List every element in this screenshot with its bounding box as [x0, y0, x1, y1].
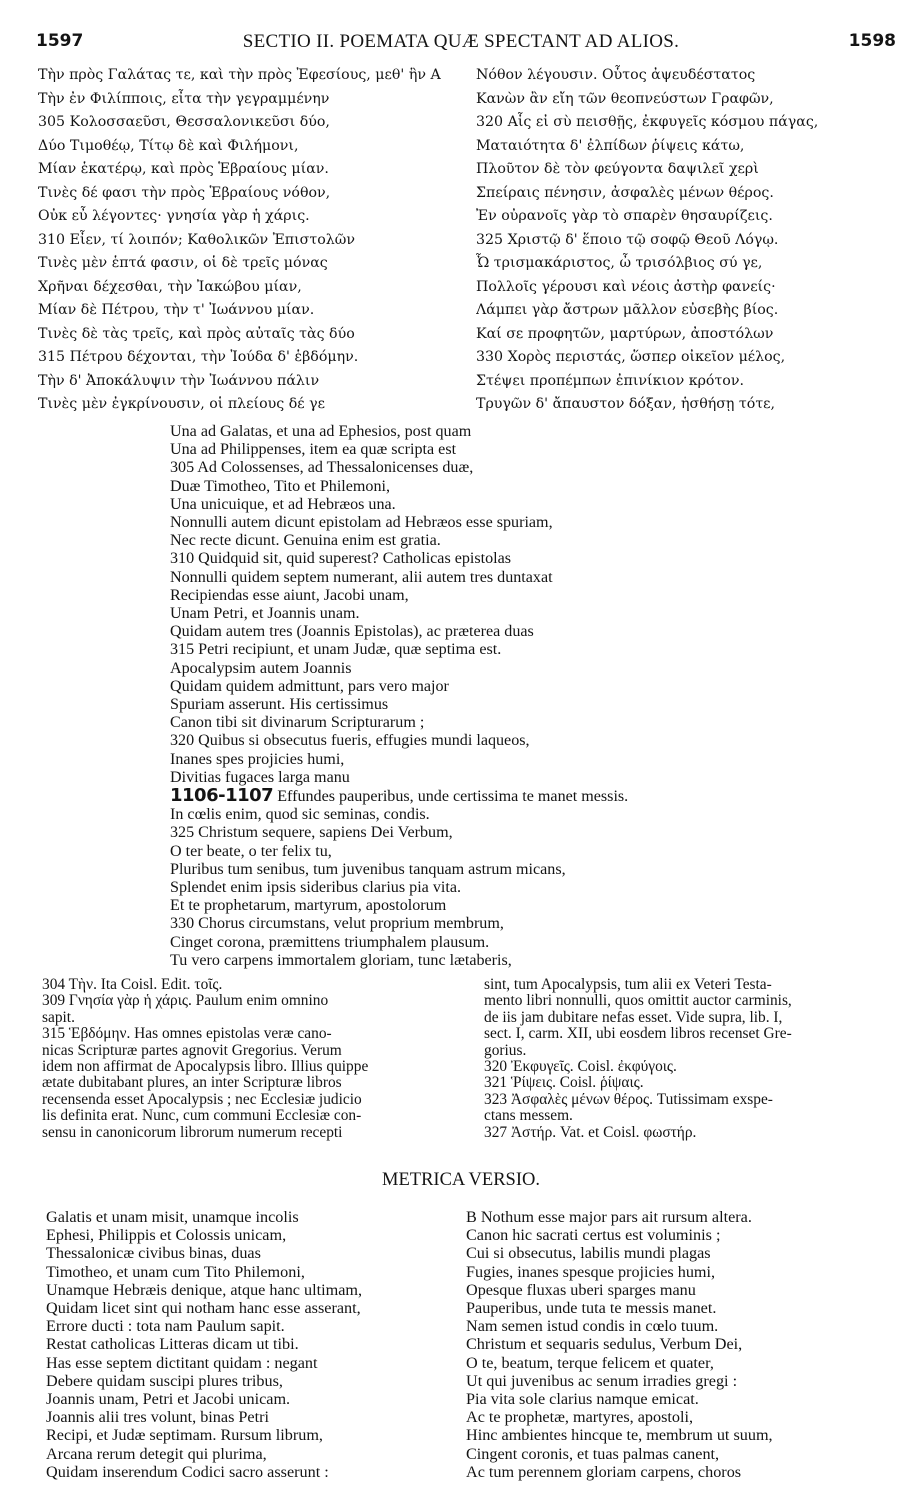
greek-verse-line-text: Πλοῦτον δὲ τὸν φεύγοντα δαψιλεῖ χερὶ [476, 161, 759, 177]
greek-verse-line [476, 252, 904, 276]
footnote-line [42, 1059, 462, 1075]
footnote-line-text: 304 Τὴν. Ita Coisl. Edit. τοῖς. [42, 977, 223, 993]
latin-verse-line [170, 459, 790, 477]
metrical-verse-line-text: Thessalonicæ civibus binas, duas [46, 1244, 261, 1263]
footnote-line-text: gorius. [484, 1042, 527, 1059]
metrical-verse-line [466, 1226, 906, 1244]
latin-verse-line-text: Cinget corona, præmittens triumphalem plausum. [170, 933, 490, 951]
footnote-line-text: idem non affirmat de Apocalypsis libro. Illius quippe [42, 1059, 369, 1076]
greek-verse-line-text: 305 Κολοσσαεῦσι, Θεσσαλονικεῦσι δύο, [38, 114, 330, 130]
latin-verse-line [170, 641, 790, 659]
greek-verse-line [38, 370, 478, 394]
latin-verse-line [170, 441, 790, 459]
latin-verse-line [170, 751, 790, 769]
footnote-line [484, 1075, 904, 1091]
greek-verse-line [38, 135, 478, 159]
latin-verse-line [170, 605, 790, 623]
footnote-line-text: 315 Ἑβδόμην. Has omnes epistolas veræ cano- [42, 1026, 332, 1043]
footnote-line [484, 1043, 904, 1059]
metrical-verse-line-text: Pauperibus, unde tuta te messis manet. [466, 1299, 717, 1318]
greek-verse-line-text: Τινὲς δέ φασι τὴν πρὸς Ἑβραίους νόθον, [38, 184, 331, 201]
latin-verse-line [170, 915, 790, 933]
greek-verse-line [476, 111, 904, 135]
footnote-line [484, 977, 904, 993]
metrical-verse-line-text: Recipi, et Judæ septimam. Rursum librum, [46, 1426, 323, 1445]
footnote-line-text: 323 Ἀσφαλὲς μένων θέρος. Tutissimam exspe- [484, 1091, 773, 1108]
latin-verse-line [170, 696, 790, 714]
latin-verse-line [170, 769, 790, 787]
greek-verse-line [38, 252, 478, 276]
greek-verse-line-text: Τρυγῶν δ' ἄπαυστον δόξαν, ἡσθήσῃ τότε, [476, 396, 776, 412]
footnote-line-text: sapit. [42, 1009, 75, 1026]
greek-verse-line [38, 393, 478, 417]
latin-verse-line [170, 660, 790, 678]
greek-verse-line-text: Τὴν δ' Ἀποκάλυψιν τὴν Ἰωάννου πάλιν [38, 372, 320, 389]
greek-verse-line-text: Καί σε προφητῶν, μαρτύρων, ἀποστόλων [476, 325, 774, 342]
footnote-line [42, 1125, 462, 1141]
footnote-line-text: sensu in canonicorum librorum numerum recepti [42, 1124, 343, 1141]
metrical-verse-line-text: Joannis unam, Petri et Jacobi unicam. [46, 1390, 291, 1409]
metrical-verse-line [46, 1317, 456, 1335]
latin-verse-line [170, 587, 790, 605]
metrical-verse-line [466, 1317, 906, 1335]
metrical-verse-line-text: Errore ducti : tota nam Paulum sapit. [46, 1317, 285, 1336]
greek-verse-line-text: Κανὼν ἂν εἴη τῶν θεοπνεύστων Γραφῶν, [476, 90, 774, 107]
footnote-line-text: ætate dubitabant plures, an inter Scripturæ libros [42, 1075, 342, 1092]
footnotes-left-column [42, 977, 462, 1141]
footnote-line [484, 1010, 904, 1026]
metrical-verse-line-text: Hinc ambientes hincque te, membrum ut suum, [466, 1426, 773, 1445]
greek-text-right-column [476, 64, 904, 417]
footnote-line [484, 1026, 904, 1042]
greek-verse-line [38, 88, 478, 112]
metrical-verse-line-text: Christum et sequaris sedulus, Verbum Dei, [466, 1335, 743, 1354]
footnote-line [42, 1075, 462, 1091]
footnote-line-text: recensenda esset Apocalypsis ; nec Ecclesiæ judicio [42, 1091, 362, 1108]
latin-verse-line-text: 305 Ad Colossenses, ad Thessalonicenses duæ, [170, 459, 474, 477]
greek-verse-line [476, 276, 904, 300]
metrical-verse-line-text: Joannis alii tres volunt, binas Petri [46, 1408, 270, 1427]
greek-verse-line-text: Νόθον λέγουσιν. Οὗτος ἀψευδέστατος [476, 67, 756, 83]
greek-verse-line [38, 323, 478, 347]
greek-verse-line [476, 205, 904, 229]
greek-verse-line-text: Οὐκ εὖ λέγοντες· γνησία γὰρ ἡ χάρις. [38, 208, 310, 224]
metrical-verse-line [46, 1445, 456, 1463]
metrical-verse-line [46, 1335, 456, 1353]
greek-verse-line-text: Τινὲς μὲν ἑπτά φασιν, οἱ δὲ τρεῖς μόνας [38, 255, 328, 271]
footnote-line [42, 993, 462, 1009]
footnote-line-text: 321 Ῥίψεις. Coisl. ῥίψαις. [484, 1075, 644, 1092]
greek-verse-line-text: 315 Πέτρου δέχονται, τὴν Ἰούδα δ' ἑβδόμην. [38, 349, 359, 365]
metrical-verse-line [466, 1426, 906, 1444]
footnote-line-text: nicas Scripturæ partes agnovit Gregorius. Verum [42, 1042, 342, 1059]
latin-verse-line [170, 532, 790, 550]
latin-verse-line-text: Quidam quidem admittunt, pars vero major [170, 677, 449, 695]
footnote-line [484, 1092, 904, 1108]
metrical-verse-line [46, 1299, 456, 1317]
greek-verse-line-text: Ματαιότητα δ' ἐλπίδων ῥίψεις κάτω, [476, 137, 745, 154]
metrical-verse-line [46, 1281, 456, 1299]
greek-verse-line [476, 299, 904, 323]
latin-verse-line-text: Nec recte dicunt. Genuina enim est gratia. [170, 532, 441, 550]
latin-verse-line [170, 678, 790, 696]
latin-verse-line-text: Una unicuique, et ad Hebræos una. [170, 495, 396, 513]
latin-verse-line [170, 496, 790, 514]
footnote-line [484, 1059, 904, 1075]
metrical-verse-line-text: Cingent coronis, et tuas palmas canent, [466, 1444, 720, 1463]
metrical-verse-line-text: Nam semen istud condis in cœlo tuum. [466, 1317, 719, 1336]
metrical-verse-line-text: Pia vita sole clarius namque emicat. [466, 1390, 699, 1409]
metrical-verse-line [466, 1244, 906, 1262]
greek-verse-line [476, 64, 904, 88]
footnote-line-text: sect. I, carm. XII, ubi eosdem libros recenset Gre- [484, 1026, 792, 1043]
latin-verse-line-text: Inanes spes projicies humi, [170, 750, 345, 768]
latin-verse-line-text: In cœlis enim, quod sic seminas, condis. [170, 806, 430, 824]
metrical-verse-line [46, 1426, 456, 1444]
latin-verse-line [170, 952, 790, 970]
page-number-left: 1597 [36, 31, 84, 51]
greek-verse-line [38, 111, 478, 135]
latin-verse-line [170, 714, 790, 732]
greek-verse-line-text: 310 Εἶεν, τί λοιπόν; Καθολικῶν Ἐπιστολῶν [38, 231, 355, 248]
greek-verse-line [38, 64, 478, 88]
greek-verse-line-text: Τινὲς μὲν ἐγκρίνουσιν, οἱ πλείους δέ γε [38, 396, 325, 412]
latin-verse-line [170, 934, 790, 952]
footnote-line [42, 1092, 462, 1108]
running-header [0, 31, 922, 57]
latin-verse-line [170, 843, 790, 861]
greek-verse-line [476, 182, 904, 206]
latin-verse-line-text: Spuriam asserunt. His certissimus [170, 696, 389, 714]
footnote-line [484, 1125, 904, 1141]
running-title: SECTIO II. POEMATA QUÆ SPECTANT AD ALIOS. [242, 31, 680, 52]
latin-verse-line [170, 569, 790, 587]
latin-verse-line-text: 325 Christum sequere, sapiens Dei Verbum, [170, 824, 453, 842]
latin-verse-line [170, 879, 790, 897]
metrical-verse-line-text: Ut qui juvenibus ac senum irradies gregi : [466, 1371, 738, 1390]
greek-verse-line-text: Στέψει προπέμπων ἐπινίκιον κρότον. [476, 372, 744, 389]
latin-verse-line-text: O ter beate, o ter felix tu, [170, 842, 332, 860]
greek-verse-line [38, 205, 478, 229]
greek-verse-line-text: Ὦ τρισμακάριστος, ὦ τρισόλβιος σύ γε, [476, 255, 763, 271]
metrical-verse-line-text: Timotheo, et unam cum Tito Philemoni, [46, 1262, 305, 1281]
greek-verse-line-text: 325 Χριστῷ δ' ἕποιο τῷ σοφῷ Θεοῦ Λόγῳ. [476, 231, 779, 248]
metrical-verse-line [46, 1408, 456, 1426]
footnote-line-text: mento libri nonnulli, quos omittit auctor carminis, [484, 993, 792, 1010]
greek-verse-line-text: Χρῆναι δέχεσθαι, τὴν Ἰακώβου μίαν, [38, 278, 302, 295]
footnote-line-text: 309 Γνησία γὰρ ἡ χάρις. Paulum enim omnino [42, 993, 329, 1010]
metrical-verse-line [466, 1390, 906, 1408]
latin-verse-line-text: Una ad Philippenses, item ea quæ scripta est [170, 441, 457, 459]
metrical-verse-line [466, 1299, 906, 1317]
footnote-line [42, 1043, 462, 1059]
greek-verse-line [38, 299, 478, 323]
footnote-line [484, 1108, 904, 1124]
column-number-marker: 1106-1107 [170, 787, 274, 807]
greek-verse-line-text: Τὴν πρὸς Γαλάτας τε, καὶ τὴν πρὸς Ἐφεσίους, μεθ' ἣν A [38, 67, 441, 83]
footnote-line [484, 993, 904, 1009]
greek-verse-line [38, 346, 478, 370]
latin-verse-line-text: Nonnulli autem dicunt epistolam ad Hebræos esse spuriam, [170, 514, 553, 532]
footnote-line-text: 320 Ἐκφυγεῖς. Coisl. ἐκφύγοις. [484, 1059, 677, 1076]
greek-verse-line [476, 393, 904, 417]
latin-verse-line [170, 824, 790, 842]
metrical-verse-line-text: Ac tum perennem gloriam carpens, choros [466, 1462, 742, 1481]
latin-verse-line [170, 550, 790, 568]
metrical-verse-line [46, 1463, 456, 1481]
metrical-verse-line-text: Cui si obsecutus, labilis mundi plagas [466, 1244, 711, 1263]
footnote-line-text: de iis jam dubitare nefas esset. Vide supra, lib. I, [484, 1009, 783, 1026]
latin-verse-line-text: Unam Petri, et Joannis unam. [170, 605, 360, 623]
greek-verse-line-text: Ἐν οὐρανοῖς γὰρ τὸ σπαρὲν θησαυρίζεις. [476, 208, 773, 224]
metrical-verse-line [466, 1408, 906, 1426]
greek-verse-line [38, 182, 478, 206]
latin-verse-line-text: Tu vero carpens immortalem gloriam, tunc lætaberis, [170, 951, 512, 969]
metrical-verse-line-text: Has esse septem dictitant quidam : negant [46, 1353, 318, 1372]
latin-verse-line [170, 787, 790, 806]
footnote-line [42, 1026, 462, 1042]
latin-verse-line-text: Apocalypsim autem Joannis [170, 659, 352, 677]
metrical-verse-line [466, 1281, 906, 1299]
greek-verse-line-text: Δύο Τιμοθέῳ, Τίτῳ δὲ καὶ Φιλήμονι, [38, 137, 299, 154]
footnote-line [42, 1010, 462, 1026]
footnote-line-text: lis definita erat. Nunc, cum communi Ecclesiæ con- [42, 1108, 362, 1125]
latin-verse-line-text: 310 Quidquid sit, quid superest? Catholicas epistolas [170, 550, 512, 568]
latin-verse-line-text: Splendet enim ipsis sideribus clarius pia vita. [170, 879, 461, 897]
latin-verse-line [170, 478, 790, 496]
greek-verse-line-text: 330 Χορὸς περιστάς, ὥσπερ οἰκεῖον μέλος, [476, 349, 786, 365]
greek-verse-line [476, 88, 904, 112]
metrical-verse-line-text: Ac te prophetæ, martyres, apostoli, [466, 1408, 694, 1427]
greek-verse-line [476, 323, 904, 347]
metrical-verse-line [46, 1226, 456, 1244]
metrical-verse-line [46, 1244, 456, 1262]
metrical-verse-line-text: Quidam inserendum Codici sacro asserunt : [46, 1462, 329, 1481]
greek-verse-line-text: Μίαν ἑκατέρῳ, καὶ πρὸς Ἑβραίους μίαν. [38, 161, 329, 177]
latin-verse-line-text: 315 Petri recipiunt, et unam Judæ, quæ septima est. [170, 641, 502, 659]
metrical-verse-line [466, 1335, 906, 1353]
greek-verse-line [476, 229, 904, 253]
metrical-verse-line [466, 1445, 906, 1463]
metrical-verse-line [466, 1463, 906, 1481]
metrical-verse-line [466, 1372, 906, 1390]
metrical-verse-line-text: Galatis et unam misit, unamque incolis [46, 1208, 299, 1226]
metrical-verse-line-text: Unamque Hebræis denique, atque hanc ultimam, [46, 1280, 363, 1299]
greek-verse-line [476, 370, 904, 394]
metrical-verse-line [46, 1208, 456, 1226]
metrical-verse-line [46, 1390, 456, 1408]
greek-verse-line [38, 276, 478, 300]
metrical-verse-line-text: Arcana rerum detegit qui plurima, [46, 1444, 267, 1463]
latin-verse-line [170, 861, 790, 879]
footnote-line-text: sint, tum Apocalypsis, tum alii ex Veteri Testa- [484, 977, 772, 993]
latin-translation [170, 423, 790, 970]
metrical-verse-line-text: Canon hic sacrati certus est voluminis ; [466, 1226, 721, 1245]
greek-verse-line-text: Τὴν ἐν Φιλίπποις, εἶτα τὴν γεγραμμένην [38, 90, 330, 107]
greek-verse-line-text: Λάμπει γὰρ ἄστρων μᾶλλον εὐσεβὴς βίος. [476, 302, 779, 318]
page-number-right: 1598 [848, 31, 896, 51]
latin-verse-line-text: 320 Quibus si obsecutus fueris, effugies mundi laqueos, [170, 732, 530, 750]
latin-verse-line [170, 623, 790, 641]
latin-verse-line-text: Et te prophetarum, martyrum, apostolorum [170, 897, 447, 915]
greek-verse-line [38, 158, 478, 182]
metrical-version-right-column [466, 1208, 906, 1481]
metrical-verse-line [466, 1354, 906, 1372]
greek-verse-line-text: Πολλοῖς γέρουσι καὶ νέοις ἀστὴρ φανείς· [476, 278, 776, 295]
greek-verse-line-text: 320 Αἷς εἰ σὺ πεισθῇς, ἐκφυγεῖς κόσμου πάγας, [476, 114, 819, 130]
metrical-verse-line-text: Ephesi, Philippis et Colossis unicam, [46, 1226, 287, 1245]
greek-verse-line [476, 346, 904, 370]
latin-verse-line [170, 423, 790, 441]
metrical-verse-line-text: Restat catholicas Litteras dicam ut tibi. [46, 1335, 299, 1354]
metrical-verse-line-text: Opesque fluxas uberi sparges manu [466, 1280, 696, 1299]
latin-verse-line [170, 806, 790, 824]
latin-verse-line [170, 897, 790, 915]
metrical-verse-line [466, 1208, 906, 1226]
latin-verse-line-text: Divitias fugaces larga manu [170, 768, 350, 786]
metrical-verse-line-text: B Nothum esse major pars ait rursum altera. [466, 1208, 752, 1226]
latin-verse-line [170, 732, 790, 750]
metrical-verse-line [466, 1263, 906, 1281]
greek-verse-line-text: Σπείραις πένησιν, ἀσφαλὲς μένων θέρος. [476, 184, 774, 201]
latin-verse-line-text: Canon tibi sit divinarum Scripturarum ; [170, 714, 425, 732]
section-heading: METRICA VERSIO. [382, 1170, 540, 1190]
latin-verse-line-text: Pluribus tum senibus, tum juvenibus tanquam astrum micans, [170, 860, 566, 878]
metrical-verse-line-text: Quidam licet sint qui notham hanc esse asserant, [46, 1299, 361, 1318]
latin-verse-line-text: Recipiendas esse aiunt, Jacobi unam, [170, 586, 409, 604]
latin-verse-line-text: Duæ Timotheo, Tito et Philemoni, [170, 477, 391, 495]
greek-verse-line-text: Τινὲς δὲ τὰς τρεῖς, καὶ πρὸς αὐταῖς τὰς δύο [38, 325, 355, 342]
latin-verse-line-text: 330 Chorus circumstans, velut proprium membrum, [170, 915, 504, 933]
metrical-verse-line [46, 1354, 456, 1372]
latin-verse-line-text: Una ad Galatas, et una ad Ephesios, post quam [170, 423, 472, 440]
latin-verse-line-text: Quidam autem tres (Joannis Epistolas), ac præterea duas [170, 623, 534, 641]
greek-verse-line [38, 229, 478, 253]
metrical-verse-line-text: Fugies, inanes spesque projicies humi, [466, 1262, 716, 1281]
latin-verse-line [170, 514, 790, 532]
greek-text-left-column [38, 64, 478, 417]
footnote-line [42, 1108, 462, 1124]
metrical-version-left-column [46, 1208, 456, 1481]
greek-verse-line [476, 135, 904, 159]
footnote-line-text: ctans messem. [484, 1108, 573, 1125]
latin-verse-line-text: Nonnulli quidem septem numerant, alii autem tres duntaxat [170, 568, 553, 586]
greek-verse-line [476, 158, 904, 182]
footnotes-right-column [484, 977, 904, 1141]
metrical-verse-line-text: Debere quidam suscipi plures tribus, [46, 1371, 283, 1390]
greek-verse-line-text: Μίαν δὲ Πέτρου, τὴν τ' Ἰωάννου μίαν. [38, 302, 315, 318]
latin-verse-line-text: Effundes pauperibus, unde certissima te manet messis. [277, 788, 629, 806]
footnote-line-text: 327 Ἀστήρ. Vat. et Coisl. φωστήρ. [484, 1124, 697, 1141]
metrical-verse-line-text: O te, beatum, terque felicem et quater, [466, 1353, 714, 1372]
metrical-verse-line [46, 1372, 456, 1390]
footnote-line [42, 977, 462, 993]
metrical-verse-line [46, 1263, 456, 1281]
